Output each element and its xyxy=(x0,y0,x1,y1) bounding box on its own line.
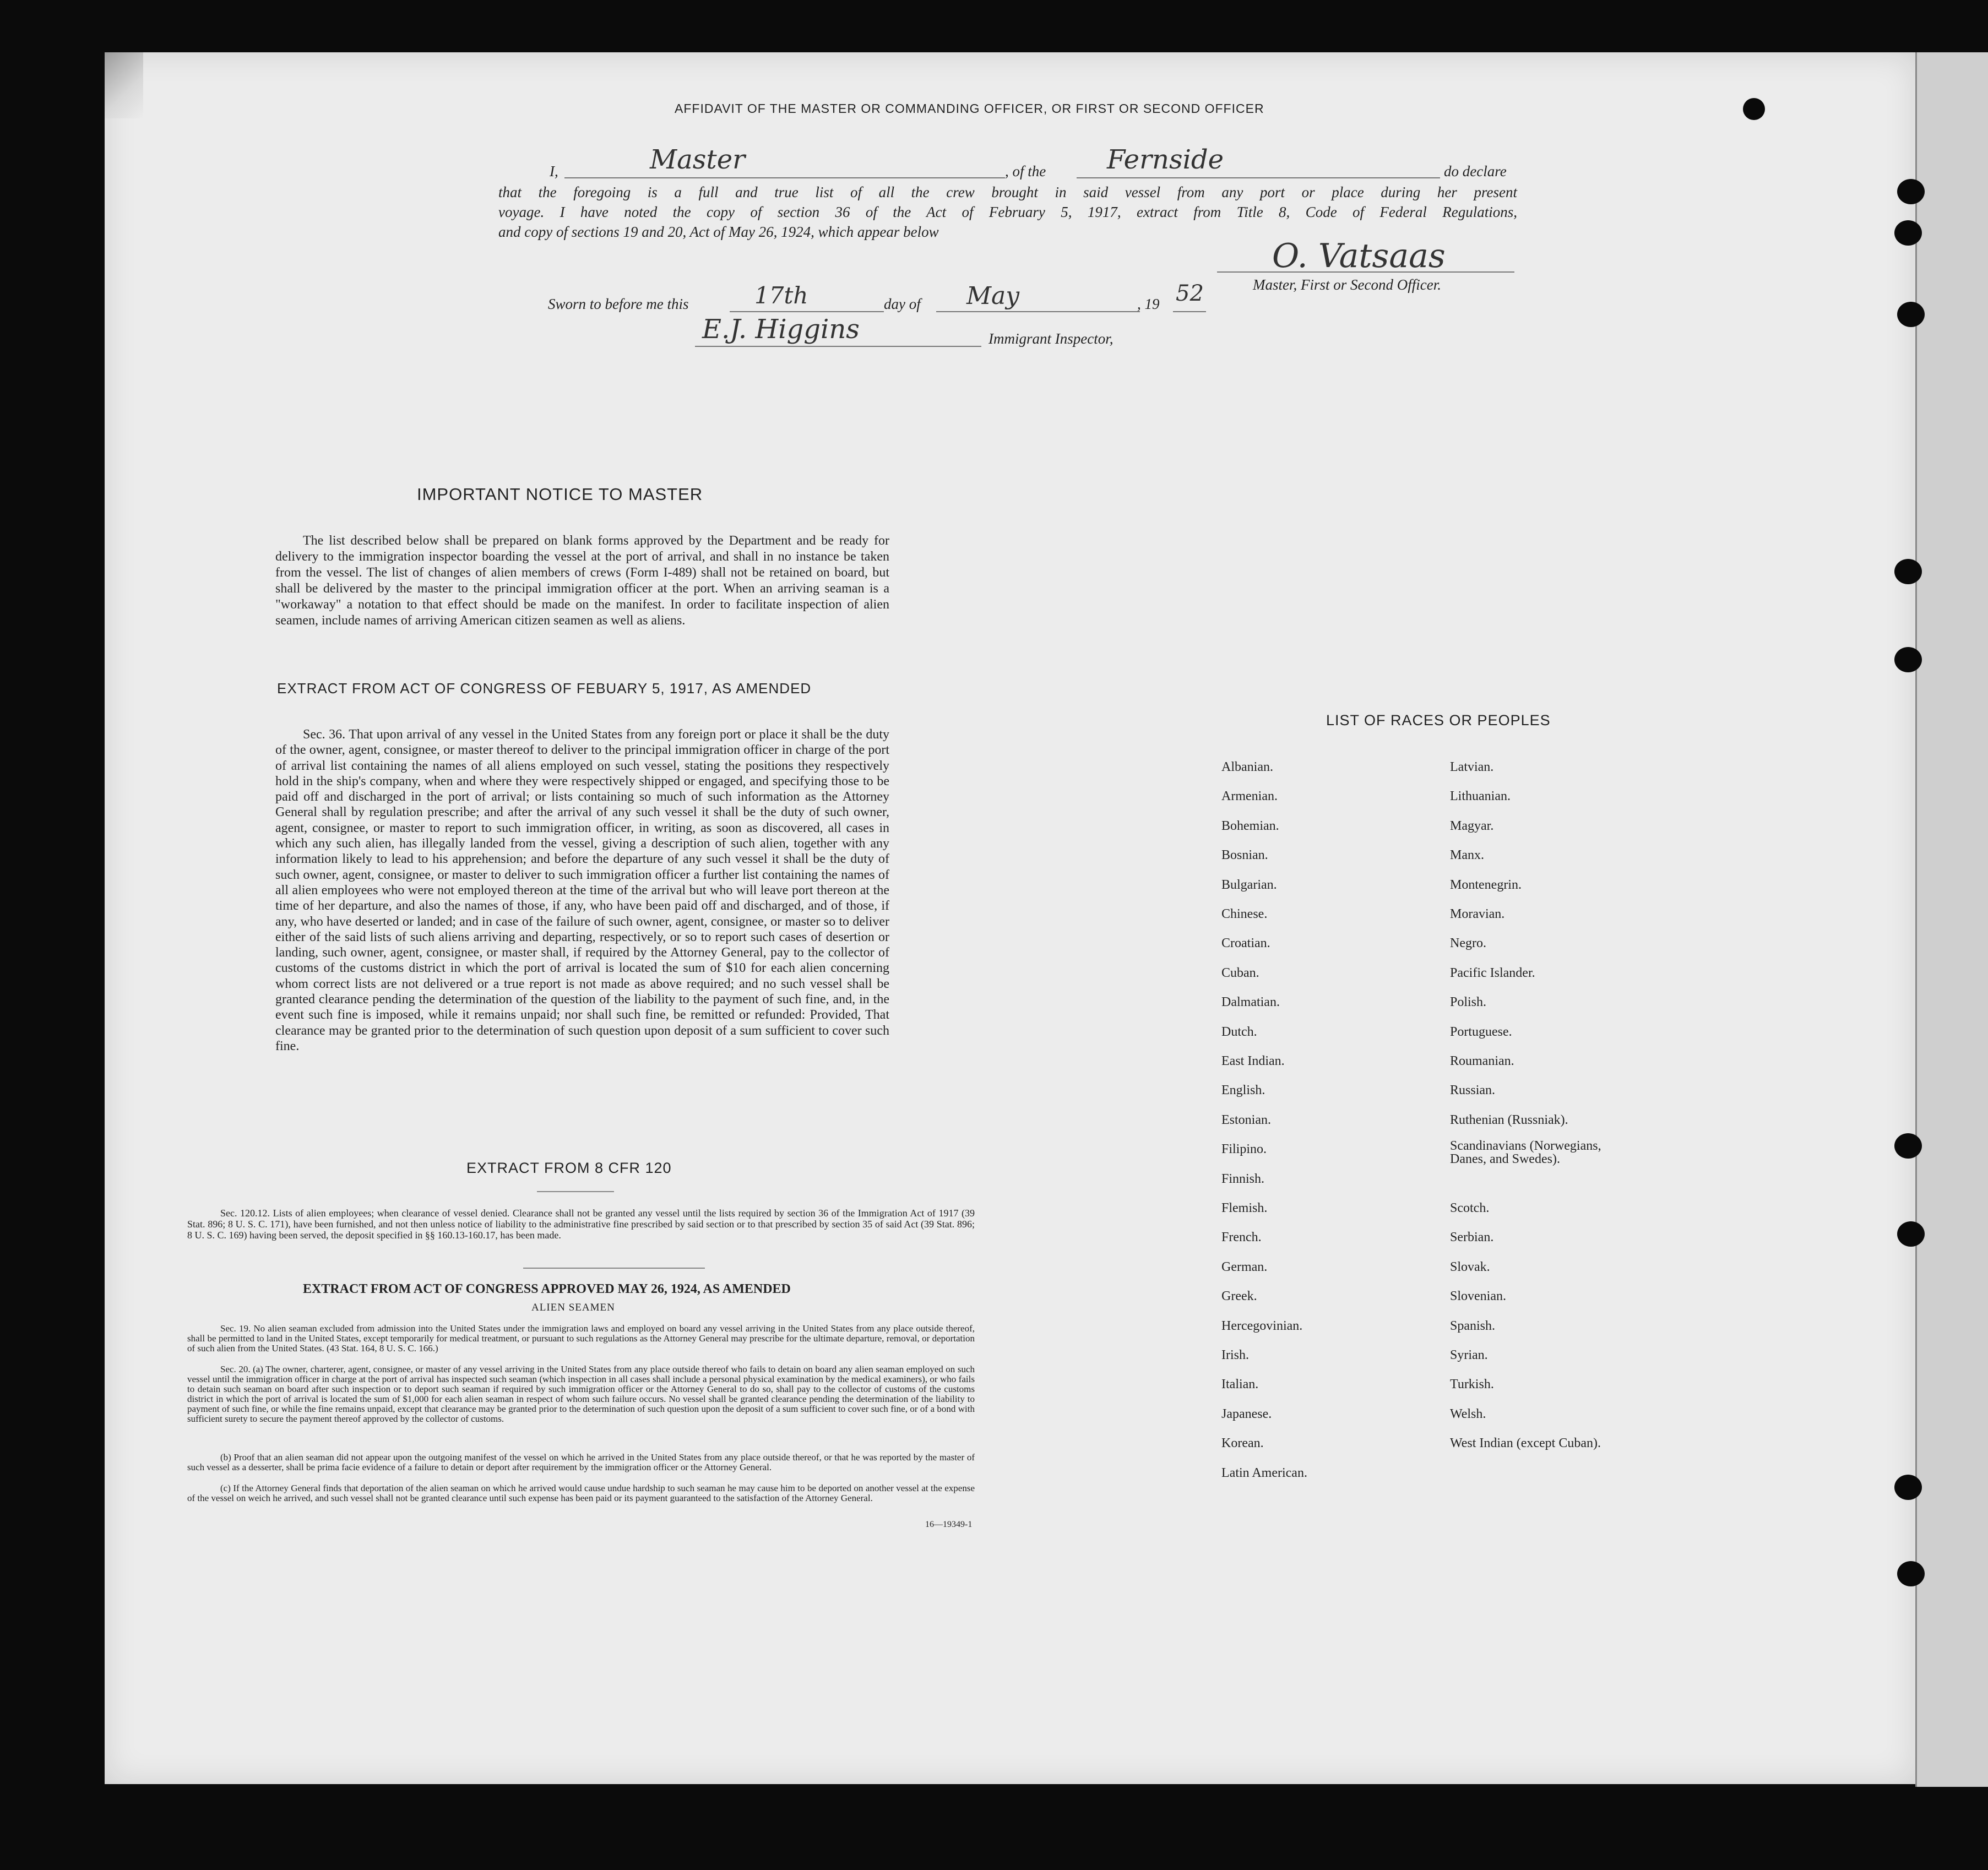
affidavit-line-2: that the foregoing is a full and true list of all the crew brought in said vessel from any port or place during her present xyxy=(498,184,1517,200)
binder-hole xyxy=(1894,1475,1922,1500)
race-item: Bohemian. xyxy=(1221,818,1279,833)
extract-1924-title: EXTRACT FROM ACT OF CONGRESS APPROVED MAY 26, 1924, AS AMENDED xyxy=(303,1282,791,1296)
race-item: German. xyxy=(1221,1259,1268,1274)
extract-1917-title: EXTRACT FROM ACT OF CONGRESS OF FEBUARY 5, 1917, AS AMENDED xyxy=(277,680,812,697)
extract-1917-body: Sec. 36. That upon arrival of any vessel in the United States from any foreign port or place it shall be the duty of the owner, agent, consignee, or master thereof to deliver to the principal immigration officer in charge of the port of arrival list containing the names of all aliens employed on such vessel, stating the positions they respectively hold in the ship's company, when and where they were respectively shipped or engaged, and specifying those to be paid off and discharged in the port of arrival; or lists containing so much of such information as the Attorney General shall by regulation prescribe; and after the arrival of any such vessel it shall be the duty of such owner, agent, consignee, or master to report to such immigration officer, in writing, as soon as discovered, all cases in which any such alien, has illegally landed from the vessel, giving a description of such alien, together with any information likely to lead to his apprehension; and before the departure of any such vessel it shall be the duty of such owner, agent, consignee, or master to deliver to such immigration officer a further list containing the names of all alien employees who were not employed thereon at the time of the arrival but who will leave port thereon at the time of her departure, and also the names of those, if any, who have been paid off and discharged, and of those, if any, who have deserted or landed; and in case of the failure of such owner, agent, consignee, or master so to deliver either of the said lists of such aliens arriving and departing, respectively, or so to report such cases of desertion or landing, such owner, agent, consignee, or master shall, if required by the Attorney General, pay to the collector of customs of the customs district in which the port of arrival is located the sum of $10 for each alien concerning whom correct lists are not delivered or a true report is not made as above required; and no such vessel shall be granted clearance pending the determination of the question of the liability to the payment of such fine, and, in the event such fine is imposed, while it remains unpaid; nor shall such fine, be remitted or refunded: Provided, That clearance may be granted prior to the determination of such question upon deposit of a sum sufficient to cover such fine. xyxy=(275,727,889,1053)
extract-1924-sec19: Sec. 19. No alien seaman excluded from admission into the United States under the immigration laws and employed on board any vessel arriving in the United States from any place outside thereof, shall be permitted to land in the United States, except temporarily for medical treatment, or pursuant to such regulations as the Attorney General may prescribe for the ultimate departure, removal, or deportation of such alien from the United States. (43 Stat. 164, 8 U. S. C. 166.) xyxy=(187,1323,975,1353)
do-declare-label: do declare xyxy=(1444,163,1507,180)
race-item: Albanian. xyxy=(1221,760,1273,774)
binder-hole xyxy=(1897,1221,1925,1247)
race-item: Latin American. xyxy=(1221,1465,1307,1480)
race-item: Irish. xyxy=(1221,1348,1249,1362)
year-prefix: , 19 xyxy=(1137,296,1160,312)
master-signature-label: Master, First or Second Officer. xyxy=(1253,276,1441,293)
race-item: East Indian. xyxy=(1221,1054,1285,1068)
binder-hole xyxy=(1894,559,1922,584)
race-item: Pacific Islander. xyxy=(1450,965,1535,980)
binder-hole xyxy=(1743,98,1765,120)
race-item: Armenian. xyxy=(1221,789,1278,804)
race-item: Dalmatian. xyxy=(1221,995,1280,1010)
binder-hole xyxy=(1897,1561,1925,1586)
sworn-month-handwritten: May xyxy=(966,282,1020,310)
race-item: Negro. xyxy=(1450,936,1486,951)
race-item: Portuguese. xyxy=(1450,1024,1512,1039)
notice-body: The list described below shall be prepared on blank forms approved by the Department and be ready for delivery to the immigration inspector boarding the vessel at the port of arrival, and shall in no instance be taken from the vessel. The list of changes of alien members of crews (Form I-489) shall not be retained on board, but shall be delivered by the master to the principal immigration officer at the port. When an arriving seaman is a "workaway" a notation to that effect should be made on the manifest. In order to facilitate inspection of alien seamen, include names of arriving American citizen seamen as well as aliens. xyxy=(275,534,889,628)
race-item: Latvian. xyxy=(1450,760,1494,774)
notice-title: IMPORTANT NOTICE TO MASTER xyxy=(417,485,703,504)
cfr-body: Sec. 120.12. Lists of alien employees; when clearance of vessel denied. Clearance shall not be granted any vessel until the lists required by section 36 of the Immigration Act of 1917 (39 Stat. 896; 8 U. S. C. 171), have been furnished, and not then unless notice of liability to the administrative fine prescribed by said section or to that prescribed by section 35 of said Act (39 Stat. 896; 8 U. S. C. 169) having been served, the deposit specified in §§ 160.13-160.17, has been made. xyxy=(187,1208,975,1241)
inspector-label: Immigrant Inspector, xyxy=(988,330,1114,347)
folded-corner xyxy=(105,52,143,118)
binder-hole xyxy=(1894,1133,1922,1159)
race-item: Hercegovinian. xyxy=(1221,1318,1303,1333)
race-item: Manx. xyxy=(1450,848,1484,863)
master-signature: O. Vatsaas xyxy=(1272,237,1446,275)
race-item: West Indian (except Cuban). xyxy=(1450,1436,1601,1451)
race-item: Cuban. xyxy=(1221,965,1259,980)
race-item: French. xyxy=(1221,1230,1262,1245)
affidavit-title: AFFIDAVIT OF THE MASTER OR COMMANDING OFFICER, OR FIRST OR SECOND OFFICER xyxy=(675,101,1264,116)
race-item: Turkish. xyxy=(1450,1377,1494,1392)
race-item: Dutch. xyxy=(1221,1024,1257,1039)
extract-1924-sec20c: (c) If the Attorney General finds that deportation of the alien seaman on which he arrived would cause undue hardship to such seaman he may cause him to be deported on another vessel at the expense of the vessel on weich he arrived, and such vessel shall not be granted clearance until such expense has been paid or its payment guaranteed to the satisfaction of the Attorney General. xyxy=(187,1483,975,1503)
race-item: Spanish. xyxy=(1450,1318,1496,1333)
race-item: Slovenian. xyxy=(1450,1289,1506,1304)
sworn-year-handwritten: 52 xyxy=(1176,281,1204,306)
race-item: Polish. xyxy=(1450,995,1487,1010)
binder-hole xyxy=(1897,302,1925,327)
race-item: Slovak. xyxy=(1450,1259,1490,1274)
race-item: Filipino. xyxy=(1221,1142,1267,1157)
race-item: Finnish. xyxy=(1221,1171,1265,1186)
race-item: Greek. xyxy=(1221,1289,1257,1304)
race-item: Italian. xyxy=(1221,1377,1259,1392)
race-item: Bosnian. xyxy=(1221,848,1268,863)
cfr-title: EXTRACT FROM 8 CFR 120 xyxy=(466,1160,672,1176)
race-item: Croatian. xyxy=(1221,936,1270,951)
vessel-name-handwritten: Fernside xyxy=(1107,144,1224,175)
affidavit-line-3: voyage. I have noted the copy of section 36 of the Act of February 5, 1917, extract from Title 8, Code of Federal Regulations, xyxy=(498,204,1517,220)
master-name-handwritten: Master xyxy=(650,144,746,175)
extract-1924-sec20b: (b) Proof that an alien seaman did not appear upon the outgoing manifest of the vessel on which he arrived in the United States from any place outside thereof, or that he was reported by the master of such vessel as a desserter, shall be prima facie evidence of a failure to detain or deport after requirement by the immigration officer or the Attorney General. xyxy=(187,1452,975,1472)
race-item: Chinese. xyxy=(1221,907,1268,921)
form-number: 16—19349-1 xyxy=(925,1520,973,1529)
inspector-signature: E.J. Higgins xyxy=(702,314,860,345)
race-item: English. xyxy=(1221,1083,1265,1098)
race-item: Scotch. xyxy=(1450,1201,1490,1215)
race-item: Ruthenian (Russniak). xyxy=(1450,1112,1568,1127)
adjacent-page-edge xyxy=(1915,52,1988,1787)
race-item: Scandinavians (Norwegians, Danes, and Swedes). xyxy=(1450,1139,1601,1167)
race-item: Magyar. xyxy=(1450,818,1494,833)
sworn-label: Sworn to before me this xyxy=(548,296,689,312)
affidavit-i-label: I, xyxy=(550,163,558,180)
race-item: Montenegrin. xyxy=(1450,877,1522,892)
race-item: Welsh. xyxy=(1450,1406,1486,1421)
extract-1924-sec20a: Sec. 20. (a) The owner, charterer, agent, consignee, or master of any vessel arriving in the United States from any place outside thereof who fails to detain on board any alien seaman employed on such vessel until the immigration officer in charge at the port of arrival has inspected such seaman (which inspection in all cases shall include a personal physical examination by the medical examiners), or who fails to detain such seaman on board after such inspection or to deport such seaman if required by such immigration officer or the Attorney General to do so, shall pay to the collector of customs of the customs district in which the port of arrival is located the sum of $1,000 for each alien seaman in respect of whom such failure occurs. No vessel shall be granted clearance pending the determination of the liability to payment of such fine, or while the fine remains unpaid, except that clearance may be granted prior to the determination of such question upon the deposit of a sum sufficient to cover such fine, or of a bond with sufficient surety to secure the payment thereof approved by the collector of customs. xyxy=(187,1364,975,1424)
of-the-label: , of the xyxy=(1005,163,1046,180)
race-item: Syrian. xyxy=(1450,1348,1488,1362)
day-of-label: day of xyxy=(884,296,921,312)
binder-hole xyxy=(1897,179,1925,204)
binder-hole xyxy=(1894,647,1922,672)
race-item: Estonian. xyxy=(1221,1112,1271,1127)
race-item: Flemish. xyxy=(1221,1201,1268,1215)
race-item: Lithuanian. xyxy=(1450,789,1511,804)
sworn-day-handwritten: 17th xyxy=(754,282,808,309)
race-item: Moravian. xyxy=(1450,907,1505,921)
race-item: Bulgarian. xyxy=(1221,877,1277,892)
race-item: Serbian. xyxy=(1450,1230,1494,1245)
race-item: Japanese. xyxy=(1221,1406,1272,1421)
race-item: Roumanian. xyxy=(1450,1054,1514,1068)
affidavit-line-4: and copy of sections 19 and 20, Act of May 26, 1924, which appear below xyxy=(498,224,939,240)
race-item: Russian. xyxy=(1450,1083,1496,1098)
binder-hole xyxy=(1894,220,1922,246)
races-title: LIST OF RACES OR PEOPLES xyxy=(1326,712,1551,729)
extract-1924-subtitle: ALIEN SEAMEN xyxy=(531,1302,615,1313)
race-item: Korean. xyxy=(1221,1436,1264,1451)
